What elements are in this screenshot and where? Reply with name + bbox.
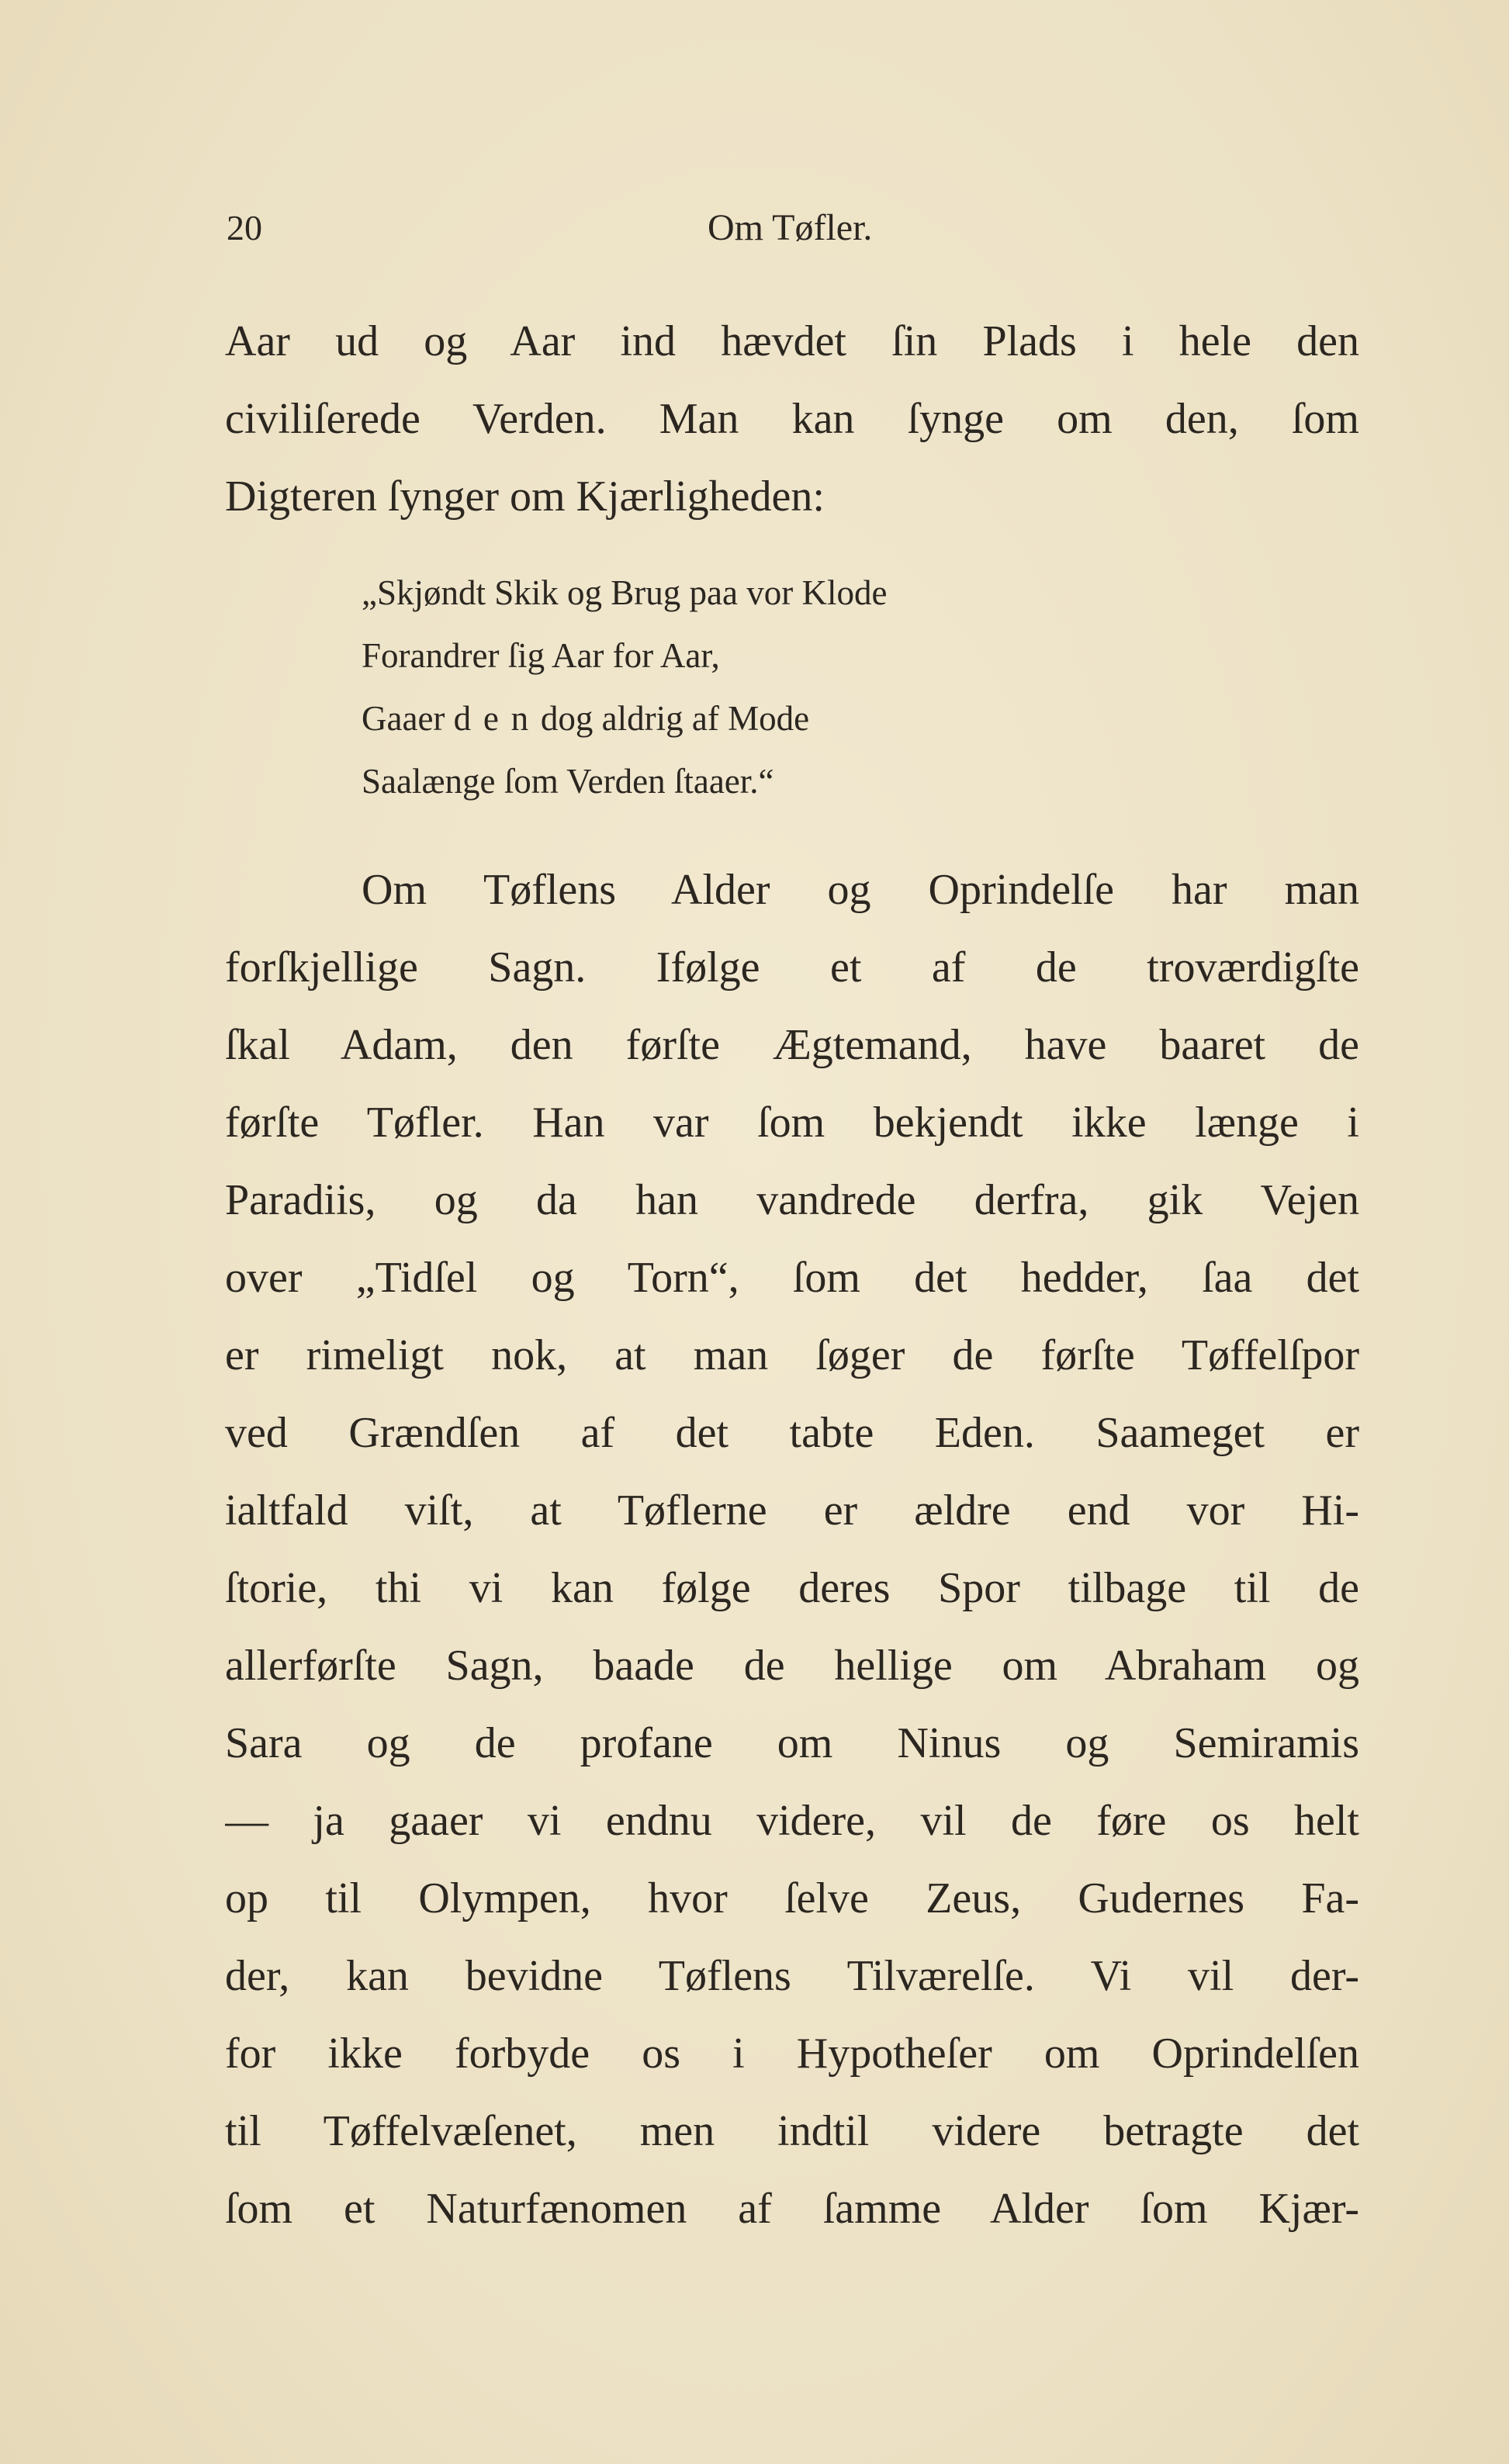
running-head: Om Tøfler. — [708, 207, 873, 248]
poem-emphasis: den — [453, 699, 541, 738]
text-line: civiliſerede Verden. Man kan ſynge om den, ſom — [225, 395, 1359, 443]
text-line: ved Grændſen af det tabte Eden. Saameget er — [225, 1409, 1359, 1457]
poem-word: dog aldrig af Mode — [540, 699, 810, 738]
page-number: 20 — [227, 208, 262, 247]
text-line: Aar ud og Aar ind hævdet ſin Plads i hele den — [225, 317, 1359, 365]
poem-line: Forandrer ſig Aar for Aar, — [362, 636, 720, 675]
text-line: — ja gaaer vi endnu videre, vil de føre os helt — [225, 1797, 1359, 1845]
text-line: allerførſte Sagn, baade de hellige om Abraham og — [225, 1642, 1359, 1690]
text-line: til Tøffelvæſenet, men indtil videre betragte det — [225, 2107, 1359, 2155]
text-line: forſkjellige Sagn. Ifølge et af de troværdigſte — [225, 943, 1359, 991]
text-line: ſkal Adam, den førſte Ægtemand, have baaret de — [225, 1021, 1359, 1069]
text-line: op til Olympen, hvor ſelve Zeus, Gudernes Fa- — [225, 1874, 1359, 1922]
text-line: Om Tøflens Alder og Oprindelſe har man — [362, 866, 1359, 914]
text-line: der, kan bevidne Tøflens Tilværelſe. Vi vil der- — [225, 1952, 1359, 2000]
poem-line — [362, 687, 809, 749]
text-line: Sara og de profane om Ninus og Semiramis — [225, 1719, 1359, 1767]
text-line: Paradiis, og da han vandrede derfra, gik Vejen — [225, 1176, 1359, 1224]
text-line: for ikke forbyde os i Hypotheſer om Oprindelſen — [225, 2030, 1359, 2078]
poem-line: Saalænge ſom Verden ſtaaer.“ — [362, 762, 774, 801]
text-line: Digteren ſynger om Kjærligheden: — [225, 472, 825, 521]
text-line: ſtorie, thi vi kan følge deres Spor tilbage til de — [225, 1564, 1359, 1612]
text-line: ialtfald viſt, at Tøflerne er ældre end vor Hi- — [225, 1486, 1359, 1535]
text-line: ſom et Naturfænomen af ſamme Alder ſom Kjær- — [225, 2185, 1359, 2233]
text-line: over „Tidſel og Torn“, ſom det hedder, ſaa det — [225, 1254, 1359, 1302]
poem-word: Gaaer — [362, 699, 445, 738]
text-line: er rimeligt nok, at man ſøger de førſte Tøffelſpor — [225, 1331, 1359, 1379]
text-line: førſte Tøfler. Han var ſom bekjendt ikke længe i — [225, 1099, 1359, 1147]
poem-line: „Skjøndt Skik og Brug paa vor Klode — [362, 573, 888, 612]
